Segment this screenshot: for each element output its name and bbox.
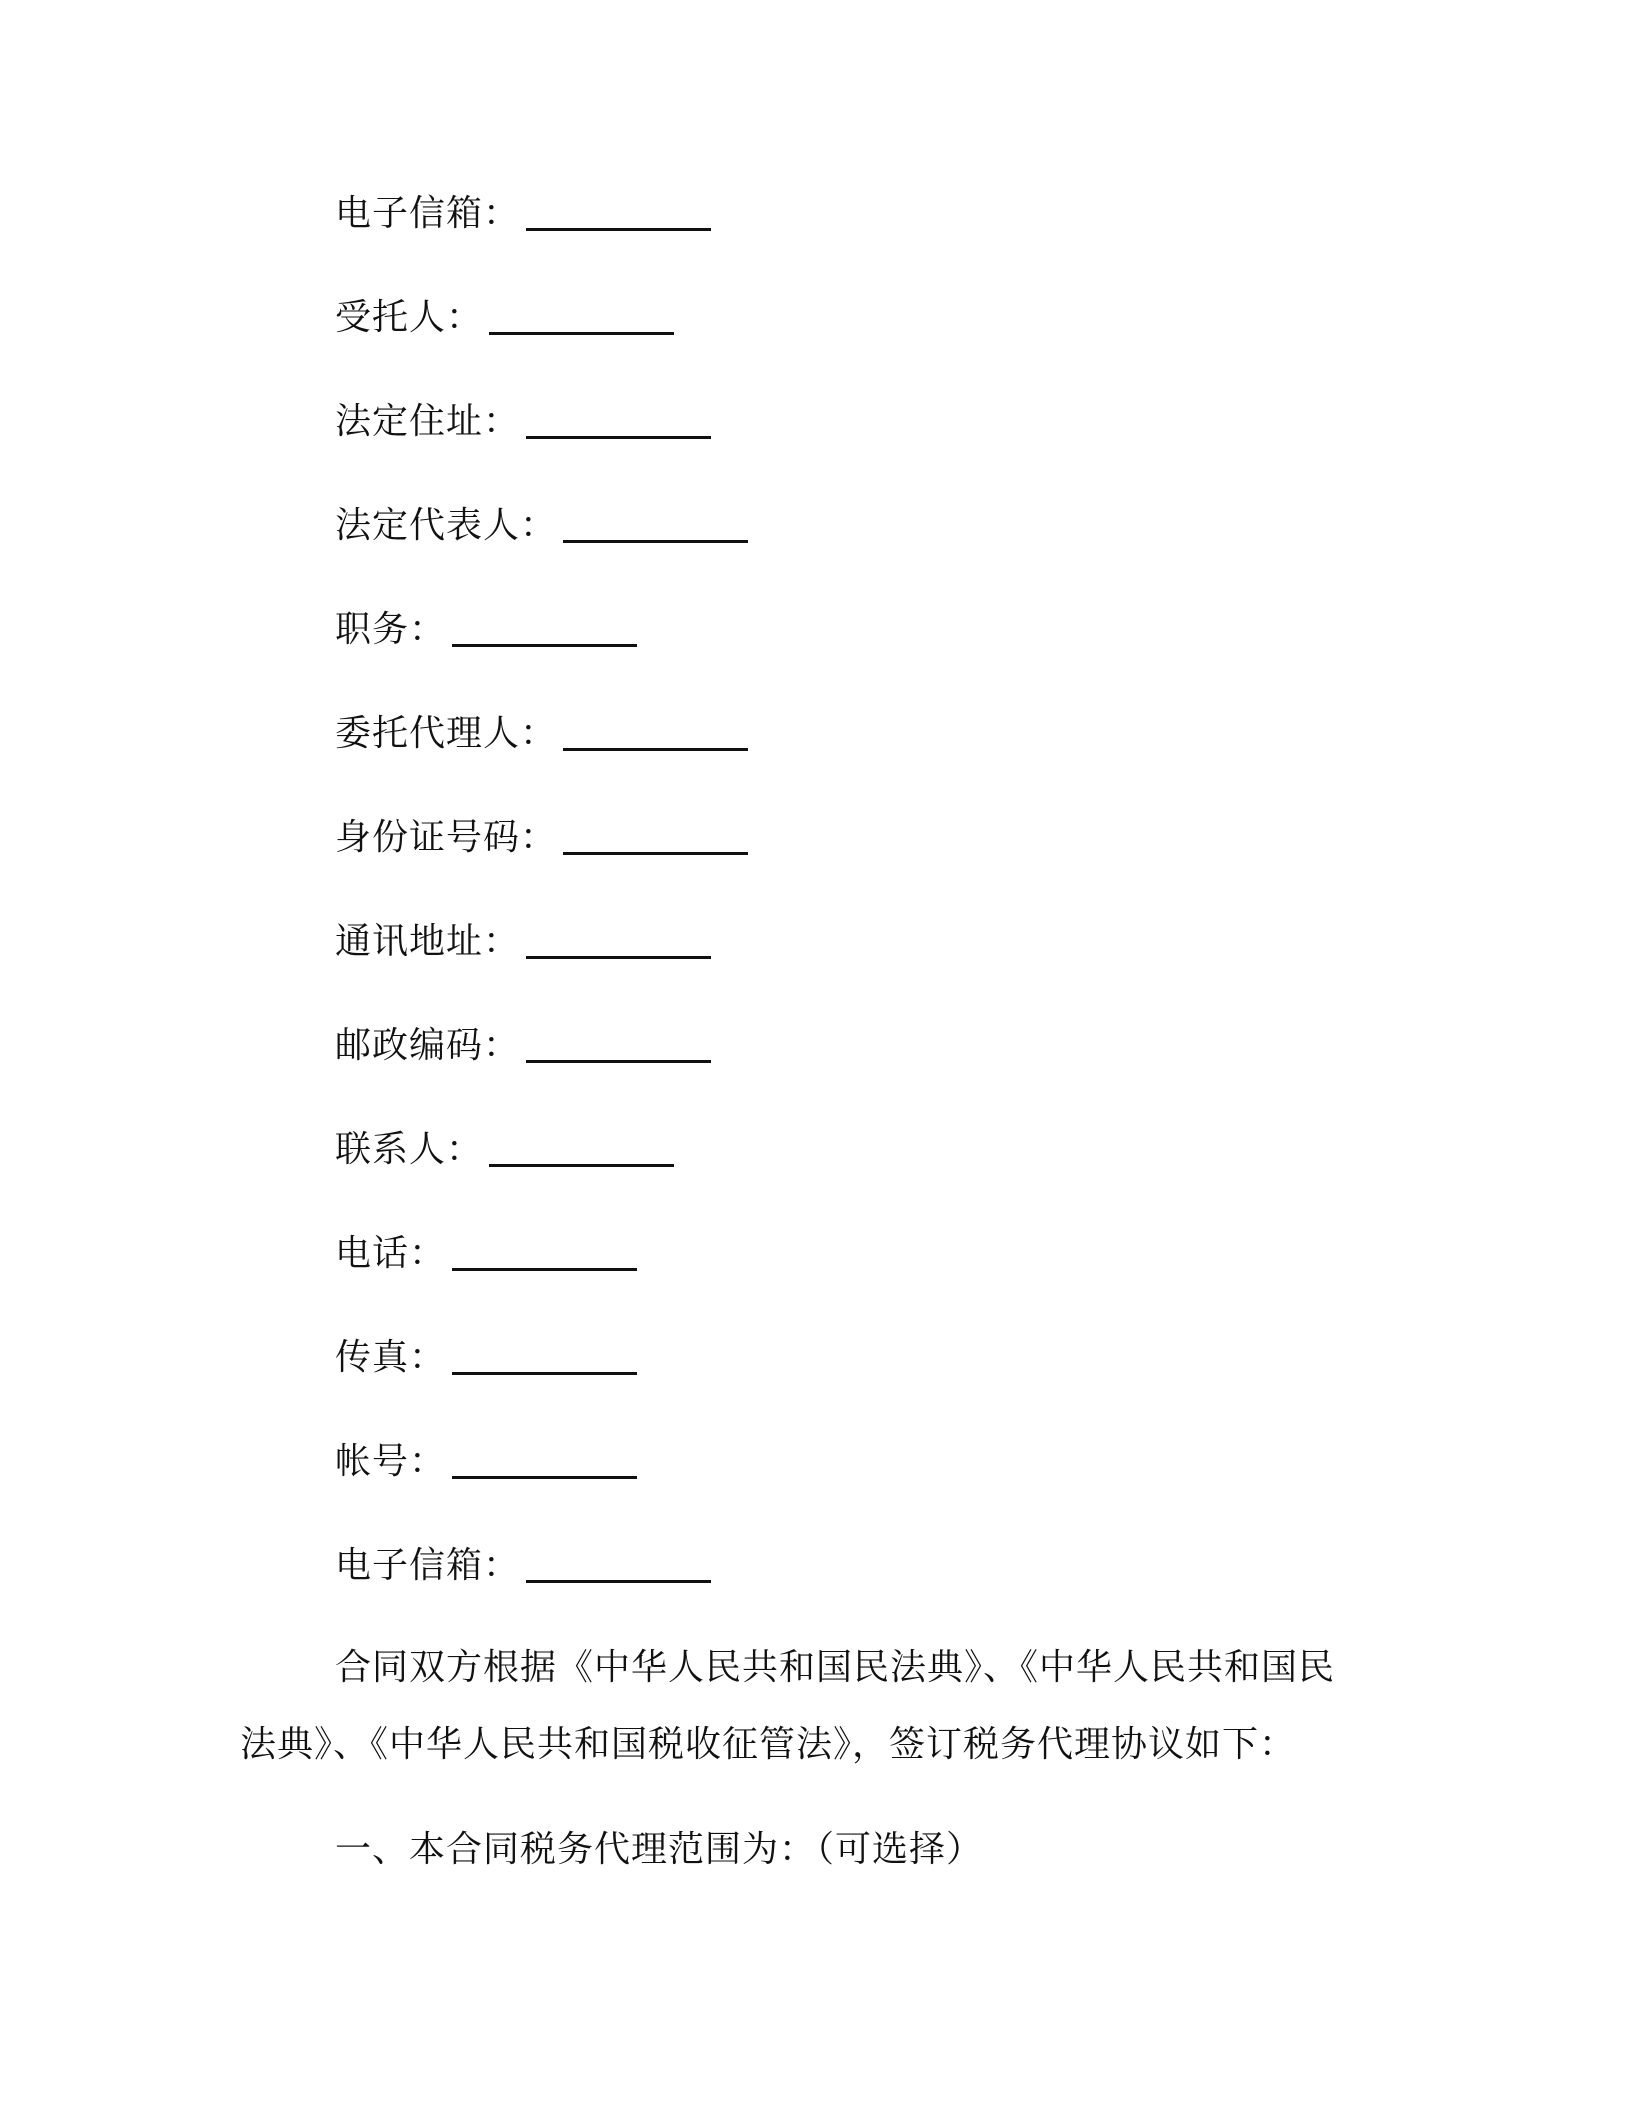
blank-line [489,1124,674,1167]
field-label: 受托人： [335,297,484,338]
blank-line [452,1332,637,1375]
blank-line [452,1228,637,1271]
field-account [335,1436,748,1540]
blank-line [526,396,711,439]
field-postal-code [335,1020,748,1124]
blank-line [489,292,674,335]
contract-basis-paragraph-line-1: 合同双方根据《中华人民共和国民法典》、《中华人民共和国民 [335,1647,1336,1688]
field-position [335,604,748,708]
field-label: 电子信箱： [335,193,521,234]
blank-line [563,500,748,543]
field-legal-representative [335,500,748,604]
contract-basis-paragraph-line-2: 法典》、《中华人民共和国税收征管法》，签订税务代理协议如下： [240,1724,1297,1765]
field-label: 帐号： [335,1441,447,1482]
field-label: 联系人： [335,1129,484,1170]
field-id-number [335,812,748,916]
field-trustee [335,292,748,396]
blank-line [452,604,637,647]
field-legal-address [335,396,748,500]
blank-line [563,812,748,855]
field-label: 法定代表人： [335,505,558,546]
field-phone [335,1228,748,1332]
blank-line [452,1436,637,1479]
blank-line [563,708,748,751]
blank-line [526,1020,711,1063]
field-label: 传真： [335,1337,447,1378]
blank-line [526,1540,711,1583]
field-label: 职务： [335,609,447,650]
blank-line [526,916,711,959]
field-label: 邮政编码： [335,1025,521,1066]
field-mailing-address [335,916,748,1020]
field-fax [335,1332,748,1436]
field-label: 电子信箱： [335,1545,521,1586]
blank-line [526,188,711,231]
field-label: 身份证号码： [335,817,558,858]
field-contact-person [335,1124,748,1228]
field-label: 电话： [335,1233,447,1274]
field-authorized-agent [335,708,748,812]
field-label: 法定住址： [335,401,521,442]
field-email-1 [335,188,748,292]
party-info-fields [335,188,748,1644]
field-label: 委托代理人： [335,713,558,754]
field-label: 通讯地址： [335,921,521,962]
section-heading-scope: 一、本合同税务代理范围为：（可选择） [335,1829,984,1870]
